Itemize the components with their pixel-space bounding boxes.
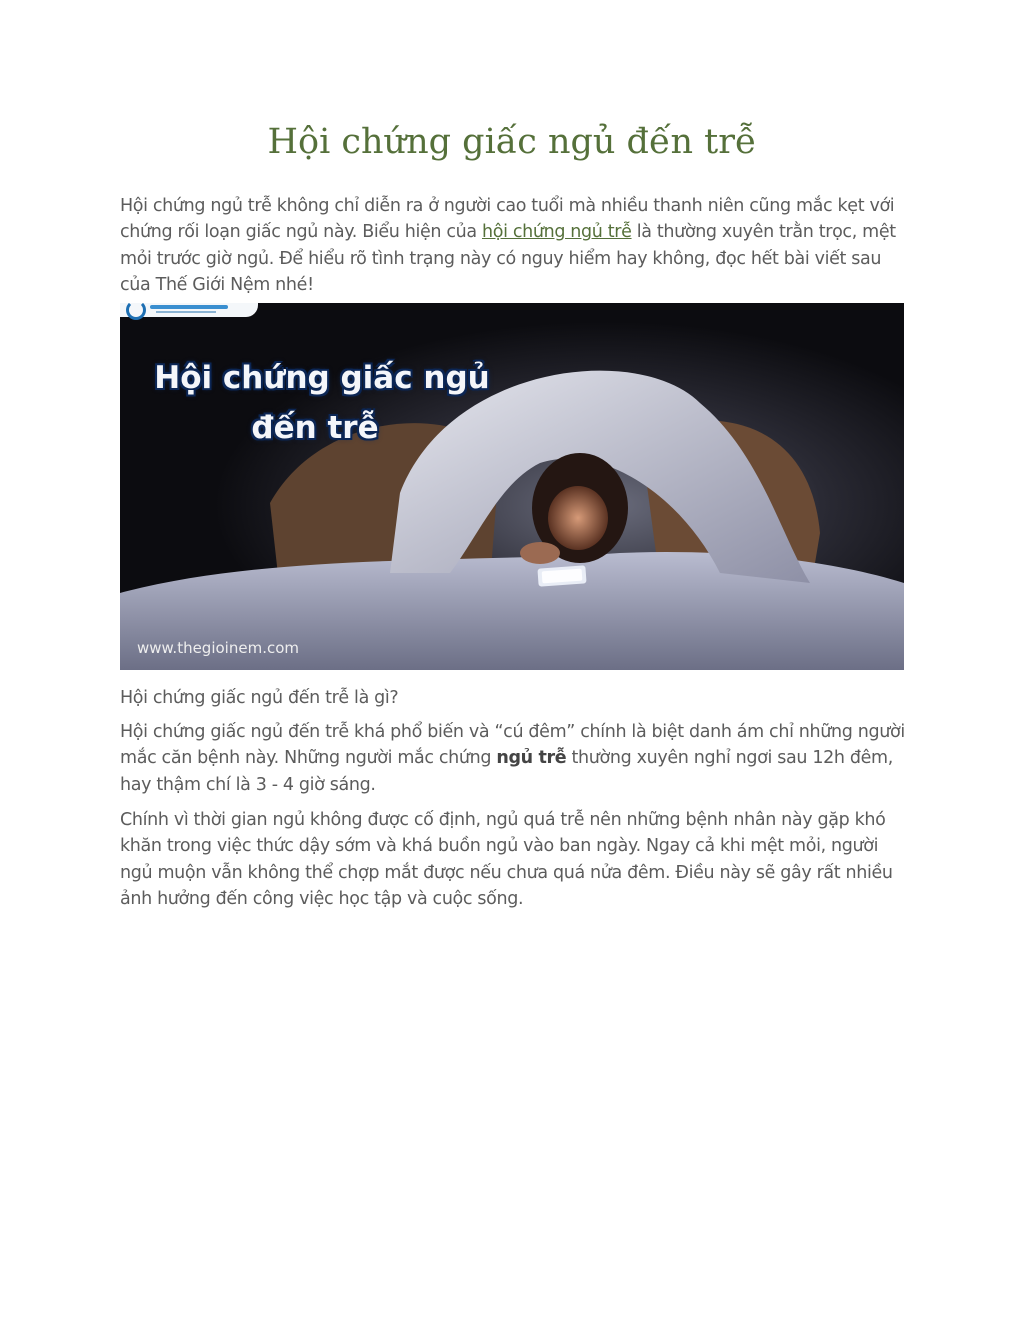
definition-paragraph [120, 719, 910, 798]
intro-text-after-link: là thường xuyên trằn trọc, mệt mỏi trước giờ ngủ. Để hiểu rõ tình trạng này có nguy hiểm hay không, đọc hết bài viết sau của Thế Giới Nệm nhé! [120, 222, 896, 295]
consequence-paragraph: Chính vì thời gian ngủ không được cố định, ngủ quá trễ nên những bệnh nhân này gặp khó khăn trong việc thức dậy sớm và khá buồn ngủ vào ban ngày. Ngay cả khi mệt mỏi, người ngủ muộn vẫn không thể chợp mắt được nếu chưa quá nửa đêm. Điều này sẽ gây rất nhiều ảnh hưởng đến công việc học tập và cuộc sống. [120, 810, 893, 909]
syndrome-link[interactable]: hội chứng ngủ trễ [482, 222, 632, 243]
section-heading: Hội chứng giấc ngủ đến trễ là gì? [120, 688, 399, 708]
hero-caption-line1: Hội chứng giấc ngủ [154, 360, 490, 396]
brand-logo-icon [120, 303, 258, 317]
hero-image [120, 303, 904, 670]
bold-term: ngủ trễ [496, 748, 567, 769]
definition-text-after-bold: thường xuyên nghỉ ngơi sau 12h đêm, hay thậm chí là 3 - 4 giờ sáng. [120, 748, 893, 795]
page-title: Hội chứng giấc ngủ đến trễ [267, 122, 757, 162]
intro-text-before-link: Hội chứng ngủ trễ không chỉ diễn ra ở người cao tuổi mà nhiều thanh niên cũng mắc kẹt với chứng rối loạn giấc ngủ này. Biểu hiện của [120, 196, 895, 243]
hero-caption [120, 353, 510, 453]
hero-caption-line2: đến trễ [251, 410, 379, 446]
website-watermark: www.thegioinem.com [137, 639, 299, 657]
intro-paragraph [120, 193, 910, 298]
definition-text-before-bold: Hội chứng giấc ngủ đến trễ khá phổ biến và “cú đêm” chính là biệt danh ám chỉ những người mắc căn bệnh này. Những người mắc chứng [120, 722, 905, 769]
